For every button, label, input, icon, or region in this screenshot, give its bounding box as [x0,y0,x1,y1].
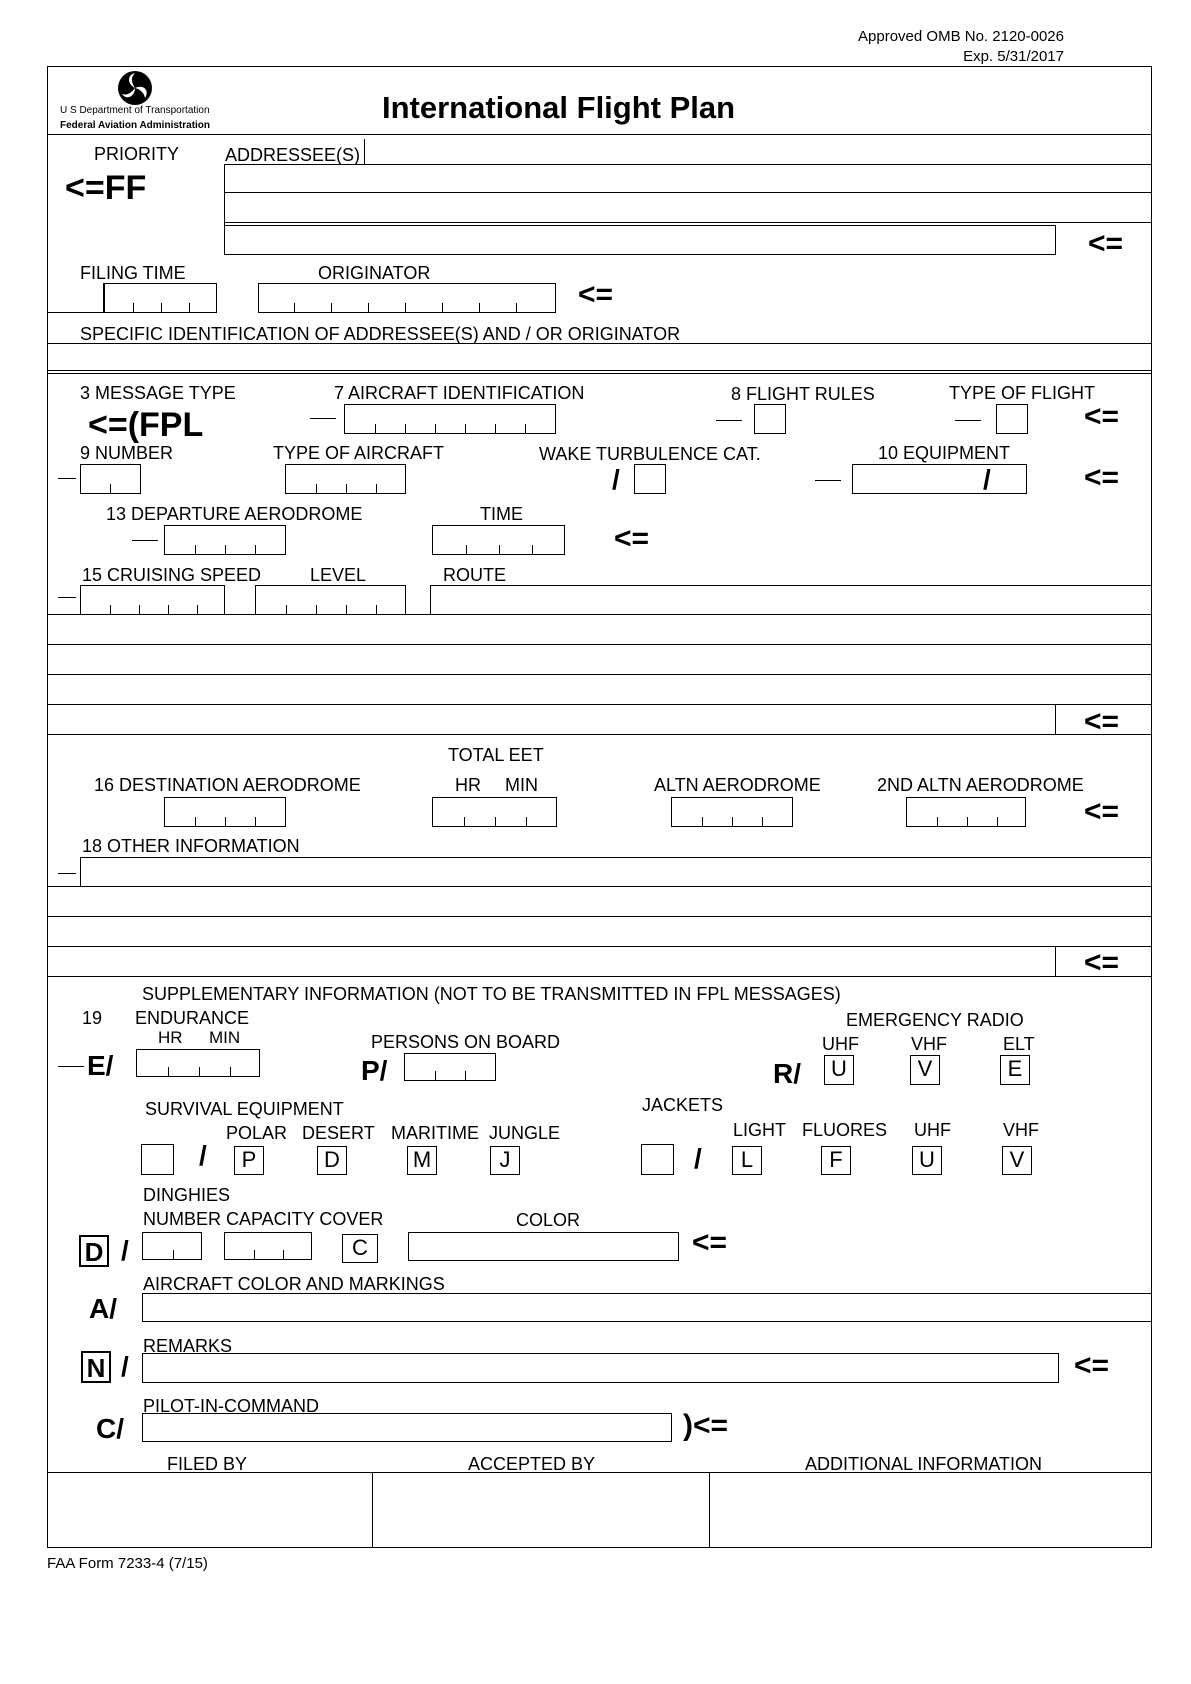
supplementary-heading: SUPPLEMENTARY INFORMATION (NOT TO BE TRANSMITTED IN FPL MESSAGES) [142,984,841,1004]
priority-label: PRIORITY [94,144,180,164]
jacket-light-label: LIGHT [733,1120,787,1140]
type-of-flight-label: TYPE OF FLIGHT [949,383,1096,403]
altn-aerodrome-field[interactable] [671,797,793,827]
page-title: International Flight Plan [382,90,736,125]
dash [716,420,742,421]
divider [364,139,365,165]
aircraft-id-field[interactable] [344,404,556,434]
aircraft-id-label: 7 AIRCRAFT IDENTIFICATION [334,383,585,403]
survival-equipment-label: SURVIVAL EQUIPMENT [145,1099,344,1119]
dinghy-color-field[interactable] [408,1232,679,1261]
radio-uhf-label: UHF [822,1034,859,1054]
divider [47,373,1152,374]
destination-field[interactable] [164,797,286,827]
addressees-line-2[interactable] [224,192,1152,223]
divider [372,1472,373,1548]
jacket-vhf-box[interactable]: V [1002,1146,1032,1175]
jackets-checkbox[interactable] [641,1144,674,1175]
emergency-radio-label: EMERGENCY RADIO [846,1010,1024,1030]
maritime-label: MARITIME [391,1123,479,1143]
additional-info-label: ADDITIONAL INFORMATION [805,1454,1043,1474]
dash [58,873,76,874]
end-arrow: <= [578,278,614,311]
route-line-1[interactable] [430,585,1152,615]
survival-jungle-box[interactable]: J [490,1146,520,1175]
dinghies-label: DINGHIES [143,1185,231,1205]
survival-polar-box[interactable]: P [234,1146,264,1175]
divider [709,1472,710,1548]
wake-turbulence-label: WAKE TURBULENCE CAT. [539,444,761,464]
radio-elt-label: ELT [1003,1034,1035,1054]
persons-prefix: P/ [361,1055,388,1086]
accepted-by-field[interactable] [374,1474,708,1547]
priority-value: <=FF [65,169,147,207]
endurance-label: ENDURANCE [135,1008,250,1028]
radio-vhf-label: VHF [911,1034,947,1054]
pilot-in-command-label: PILOT-IN-COMMAND [143,1396,320,1416]
addressees-line-3[interactable] [224,225,1056,255]
divider [47,134,1152,135]
addressees-label: ADDRESSEE(S) [225,145,361,165]
dinghy-color-label: COLOR [516,1210,581,1230]
end-arrow: <= [1084,705,1120,738]
accepted-by-label: ACCEPTED BY [468,1454,596,1474]
persons-on-board-field[interactable] [404,1053,496,1081]
equipment-field[interactable] [852,464,1027,494]
flight-rules-field[interactable] [754,404,786,434]
other-info-line-1[interactable] [80,857,1152,887]
jacket-vhf-label: VHF [1003,1120,1039,1140]
survival-maritime-box[interactable]: M [407,1146,437,1175]
route-label: ROUTE [443,565,506,585]
aircraft-color-label: AIRCRAFT COLOR AND MARKINGS [143,1274,445,1294]
jackets-label: JACKETS [642,1095,724,1115]
specific-id-field[interactable] [47,343,1152,371]
level-field[interactable] [255,585,406,615]
dash [58,597,76,598]
type-of-aircraft-label: TYPE OF AIRCRAFT [273,443,445,463]
jacket-fluores-box[interactable]: F [821,1146,851,1175]
endurance-hr-label: HR [158,1028,183,1047]
dinghy-capacity-field[interactable] [224,1232,312,1260]
pilot-in-command-field[interactable] [142,1413,672,1442]
end-arrow: <= [1084,946,1120,979]
endurance-prefix: E/ [87,1050,114,1081]
jacket-fluores-label: FLUORES [802,1120,888,1140]
end-arrow: <= [692,1226,728,1259]
radio-prefix: R/ [773,1058,801,1089]
aircraft-color-field[interactable] [142,1293,1152,1322]
filed-by-field[interactable] [48,1474,371,1547]
survival-desert-box[interactable]: D [317,1146,347,1175]
jacket-uhf-box[interactable]: U [912,1146,942,1175]
number-field[interactable] [80,464,141,494]
endurance-field[interactable] [136,1049,260,1077]
departure-aerodrome-label: 13 DEPARTURE AERODROME [106,504,363,524]
total-eet-label: TOTAL EET [448,745,544,765]
altn-aerodrome-label: ALTN AERODROME [654,775,821,795]
radio-uhf-box[interactable]: U [824,1055,854,1085]
end-arrow: <= [1074,1349,1110,1382]
cruising-speed-field[interactable] [80,585,225,615]
originator-field[interactable] [258,283,556,313]
destination-label: 16 DESTINATION AERODROME [94,775,361,795]
number-label: 9 NUMBER [80,443,174,463]
dinghies-subheading: NUMBER CAPACITY COVER [143,1209,384,1229]
item-19-label: 19 [82,1008,103,1028]
divider [47,734,1152,735]
end-arrow: <= [1084,461,1120,494]
remarks-field[interactable] [142,1353,1059,1383]
divider [47,976,1152,977]
filing-time-label: FILING TIME [80,263,186,283]
type-of-aircraft-field[interactable] [285,464,406,494]
equipment-slash: / [983,464,991,495]
dash [815,480,841,481]
altn2-aerodrome-label: 2ND ALTN AERODROME [877,775,1084,795]
remarks-n-box: N [81,1351,111,1383]
dash [310,418,336,419]
departure-time-label: TIME [480,504,523,524]
dinghy-cover-box[interactable]: C [342,1234,378,1263]
divider [224,164,1152,165]
total-eet-field[interactable] [432,797,557,827]
type-of-flight-field[interactable] [996,404,1028,434]
eet-min-label: MIN [505,775,538,795]
divider [47,1472,1152,1473]
filing-time-date-field[interactable] [47,283,104,313]
dash [58,478,76,479]
equipment-label: 10 EQUIPMENT [878,443,1011,463]
wake-turbulence-field[interactable] [634,464,666,494]
route-line-5[interactable] [47,704,1056,735]
dinghies-d-box: D [79,1235,109,1267]
flight-rules-label: 8 FLIGHT RULES [731,384,875,404]
end-arrow: <= [614,522,650,555]
end-arrow: <= [1088,227,1124,260]
remarks-label: REMARKS [143,1336,233,1356]
persons-on-board-label: PERSONS ON BOARD [371,1032,561,1052]
other-info-line-2[interactable] [47,886,1152,917]
pilot-prefix: C/ [96,1413,124,1444]
slash: / [694,1143,702,1174]
agency-faa: Federal Aviation Administration [60,120,211,131]
cruising-speed-label: 15 CRUISING SPEED [82,565,262,585]
altn2-aerodrome-field[interactable] [906,797,1026,827]
slash: / [199,1140,207,1171]
slash: / [121,1235,129,1266]
polar-label: POLAR [226,1123,288,1143]
filing-time-field[interactable] [104,283,217,313]
route-line-4[interactable] [47,674,1152,705]
departure-aerodrome-field[interactable] [164,525,286,555]
slash: / [612,464,620,495]
agency-dept: U S Department of Transportation [60,105,210,116]
message-type-label: 3 MESSAGE TYPE [80,383,236,403]
originator-label: ORIGINATOR [318,263,431,283]
slash: / [121,1351,129,1382]
aircraft-color-prefix: A/ [89,1293,117,1324]
endurance-min-label: MIN [209,1028,241,1047]
additional-info-field[interactable] [711,1474,1151,1547]
end-arrow-close: )<= [683,1409,729,1442]
omb-expiration: Exp. 5/31/2017 [963,48,1064,65]
end-arrow: <= [1084,400,1120,433]
dinghy-number-field[interactable] [142,1232,202,1260]
jungle-label: JUNGLE [489,1123,561,1143]
radio-elt-box[interactable]: E [1000,1055,1030,1085]
message-type-value: <=(FPL [88,406,204,444]
dash [58,1066,84,1067]
specific-id-label: SPECIFIC IDENTIFICATION OF ADDRESSEE(S) AND / OR ORIGINATOR [80,324,681,344]
radio-vhf-box[interactable]: V [910,1055,940,1085]
other-info-label: 18 OTHER INFORMATION [82,836,300,856]
other-info-line-3[interactable] [47,916,1152,947]
eet-hr-label: HR [455,775,481,795]
dash [955,420,981,421]
end-arrow: <= [1084,795,1120,828]
desert-label: DESERT [302,1123,375,1143]
route-line-2[interactable] [47,614,1152,645]
jacket-light-box[interactable]: L [732,1146,762,1175]
jacket-uhf-label: UHF [914,1120,951,1140]
form-number: FAA Form 7233-4 (7/15) [47,1555,208,1572]
other-info-line-4[interactable] [47,946,1056,977]
omb-number: Approved OMB No. 2120-0026 [858,28,1064,45]
route-line-3[interactable] [47,644,1152,675]
dot-triskelion-logo-icon [117,70,153,106]
filed-by-label: FILED BY [167,1454,248,1474]
level-label: LEVEL [310,565,367,585]
dash [132,540,158,541]
departure-time-field[interactable] [432,525,565,555]
survival-equipment-checkbox[interactable] [141,1144,174,1175]
